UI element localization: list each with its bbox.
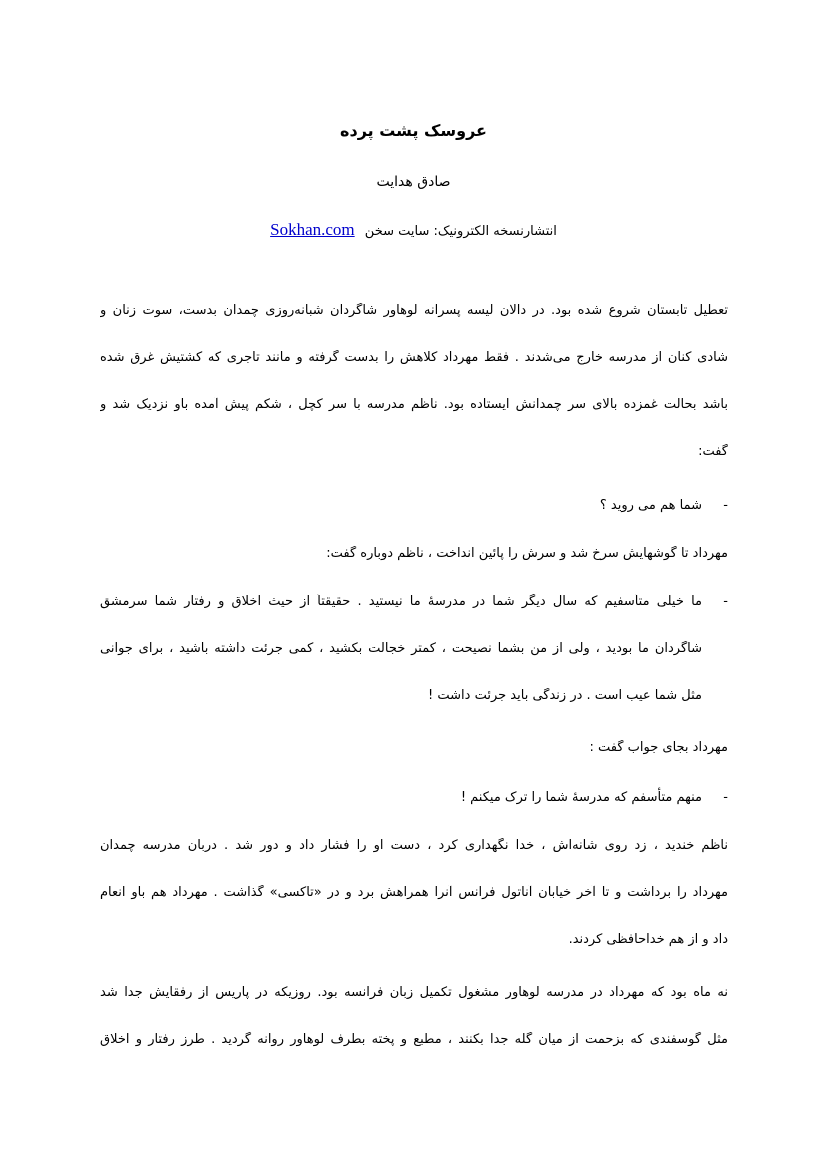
dialogue-item-1 <box>100 498 728 513</box>
paragraph-line: مهرداد را برداشت و تا آخر خیابان آناتول فرانس آنرا همراهش برد و در «تاکسی» گذاشت . مهرداد هم باو انعام <box>100 885 728 900</box>
dialogue-line: شاگردان ما بودید ، ولی از من بشما نصیحت ، کمتر خجالت بکشید ، کمی جرئت داشته باشید ، برای جوانی <box>100 641 702 656</box>
paragraph-line: مثل گوسفندی که بزحمت از میان گله جدا بکنند ، مطبع و پخته بطرف لوهاور روانه گردید . طرز رفتار و اخلاق <box>100 1032 728 1047</box>
paragraph-line: داد و از هم خداحافظی کردند. <box>568 932 728 947</box>
paragraph-line: مهرداد تا گوشهایش سرخ شد و سرش را پائین انداخت ، ناظم دوباره گفت: <box>326 546 728 561</box>
paragraph-line: تعطیل تابستان شروع شده بود. در دالان لیسه پسرانه لوهاور شاگردان شبانه‌روزی چمدان بدست، سوت زنان و <box>100 303 728 318</box>
document-title: عروسک پشت پرده <box>340 121 487 140</box>
dialogue-item-2 <box>100 594 728 712</box>
dialogue-block <box>100 594 702 712</box>
author-name: صادق هدایت <box>376 174 451 190</box>
paragraph-3 <box>100 740 728 764</box>
paragraph-line: باشد بحالت غمزده بالای سر چمدانش ایستاده بود. ناظم مدرسه با سر کچل ، شکم پیش آمده باو نزدیک شد و <box>100 397 728 412</box>
dialogue-dash: - <box>723 594 728 609</box>
publisher-line <box>0 220 827 240</box>
paragraph-line: شادی کنان از مدرسه خارج می‌شدند . فقط مهرداد کلاهش را بدست گرفته و مانند تاجری که کشتیش غرق شده <box>100 350 728 365</box>
dialogue-line: منهم متأسفم که مدرسهٔ شما را ترک میکنم ! <box>460 790 702 805</box>
paragraph-line: مهرداد بجای جواب گفت : <box>589 740 728 755</box>
paragraph-line: ناظم خندید ، زد روی شانه‌اش ، خدا نگهداری کرد ، دست او را فشار داد و دور شد . دربان مدرسه چمدان <box>100 838 728 853</box>
paragraph-4 <box>100 838 728 956</box>
paragraph-2 <box>100 546 728 570</box>
dialogue-item-3 <box>100 790 728 805</box>
publisher-label: انتشارنسخه الکترونیک: سایت سخن <box>364 224 557 239</box>
paragraph-line: گفت: <box>698 444 728 459</box>
dialogue-line: ما خیلی متأسفیم که سال دیگر شما در مدرسهٔ ما نیستید . حقیقتاً از حیث اخلاق و رفتار شما سرمشق <box>100 594 702 609</box>
dialogue-line: مثل شما عیب است . در زندگی باید جرئت داشت ! <box>428 688 702 703</box>
paragraph-1 <box>100 303 728 468</box>
dialogue-dash: - <box>723 498 728 513</box>
dialogue-line: شما هم می روید ؟ <box>599 498 702 513</box>
dialogue-dash: - <box>723 790 728 805</box>
publisher-link[interactable]: Sokhan.com <box>270 220 355 239</box>
paragraph-line: نه ماه بود که مهرداد در مدرسه لوهاور مشغول تکمیل زبان فرانسه بود. روزیکه در پاریس از رفقایش جدا شد <box>100 985 728 1000</box>
paragraph-5 <box>100 985 728 1056</box>
